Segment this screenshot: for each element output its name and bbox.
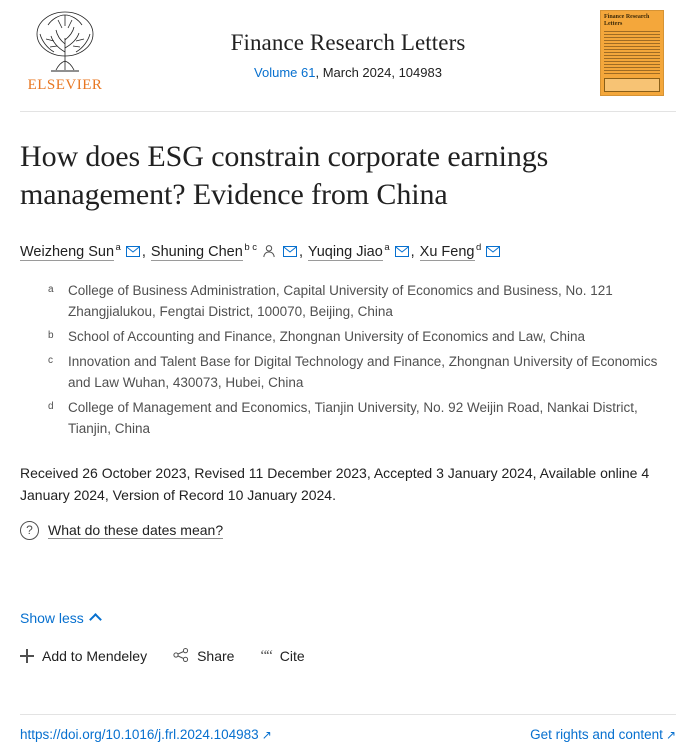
cite-label: Cite [279,648,305,665]
affiliation-list [20,281,676,439]
affiliation-item [48,281,676,323]
author-name[interactable]: Weizheng Sun [20,243,115,260]
journal-title[interactable]: Finance Research Letters [230,30,466,55]
journal-cover-thumbnail[interactable] [600,10,664,96]
email-icon[interactable] [486,243,500,265]
author-profile-icon[interactable] [262,244,276,266]
dates-help-link[interactable]: What do these dates mean? [48,521,224,538]
author-affiliation-marker: b c [244,241,258,253]
rights-text: Get rights and content [530,727,663,742]
author-separator: , [141,243,146,260]
cite-button[interactable] [260,648,304,664]
elsevier-wordmark: ELSEVIER [27,77,103,93]
email-icon[interactable] [126,243,140,265]
cover-text-lines [604,31,660,75]
affiliation-marker: b [48,330,54,342]
author-entry [150,241,299,260]
journal-issue-rest: , March 2024, 104983 [315,65,442,80]
doi-link[interactable] [20,727,272,742]
affiliation-item [48,398,676,440]
author-entry [20,241,142,260]
affiliation-marker: c [48,355,53,367]
author-name[interactable]: Shuning Chen [150,243,243,260]
quote-icon: ““ [260,647,272,664]
affiliation-text: College of Management and Economics, Tianjin University, No. 92 Weijin Road, Nankai District, Tianjin, China [68,399,638,436]
email-icon[interactable] [395,243,409,265]
affiliation-item [48,327,676,348]
author-separator: , [410,243,415,260]
author-entry [307,241,411,260]
external-link-icon: ↗ [261,728,272,742]
author-affiliation-marker: d [476,241,482,253]
page-title: How does ESG constrain corporate earnings management? Evidence from China [20,140,549,212]
publication-dates: Received 26 October 2023, Revised 11 December 2023, Accepted 3 January 2024, Available online 4 January 2024, Version of Record 10 January 2024. [20,464,650,504]
share-icon [173,648,189,665]
dates-help-row[interactable] [20,521,676,540]
email-icon[interactable] [283,243,297,265]
author-entry [419,241,503,260]
journal-header [20,0,676,112]
author-list [20,241,676,266]
external-link-icon: ↗ [665,728,676,742]
add-to-mendeley-button[interactable] [20,648,147,664]
article-action-bar [20,648,676,665]
author-name[interactable]: Yuqing Jiao [307,243,383,260]
affiliation-text: Innovation and Talent Base for Digital Technology and Finance, Zhongnan University of Economics and Law Wuhan, 430073, Hubei, China [68,354,658,391]
chevron-up-icon [89,613,102,626]
affiliation-item [48,352,676,394]
show-less-label: Show less [20,609,84,626]
share-label: Share [197,648,235,665]
article-footer [20,714,676,754]
affiliation-marker: a [48,284,54,296]
author-affiliation-marker: a [384,241,390,253]
doi-text: https://doi.org/10.1016/j.frl.2024.104983 [20,727,259,742]
cover-title: Finance Research Letters [604,14,650,27]
get-rights-and-content-link[interactable] [530,727,676,742]
journal-info [20,30,676,80]
show-less-toggle[interactable] [20,610,100,626]
affiliation-text: College of Business Administration, Capital University of Economics and Business, No. 121 Zhangjialukou, Fengtai District, 100070, Beijing, China [68,283,613,320]
journal-issue-meta [20,65,676,80]
question-mark-icon: ? [20,521,39,540]
author-name[interactable]: Xu Feng [419,243,475,260]
affiliation-marker: d [48,400,54,412]
volume-link[interactable]: Volume 61 [254,65,316,80]
share-button[interactable] [173,648,234,665]
author-affiliation-marker: a [115,241,121,253]
cover-footer-box [604,78,660,92]
affiliation-text: School of Accounting and Finance, Zhongnan University of Economics and Law, China [68,329,586,345]
add-to-mendeley-label: Add to Mendeley [42,648,148,665]
plus-icon [20,649,34,663]
author-separator: , [299,243,304,260]
